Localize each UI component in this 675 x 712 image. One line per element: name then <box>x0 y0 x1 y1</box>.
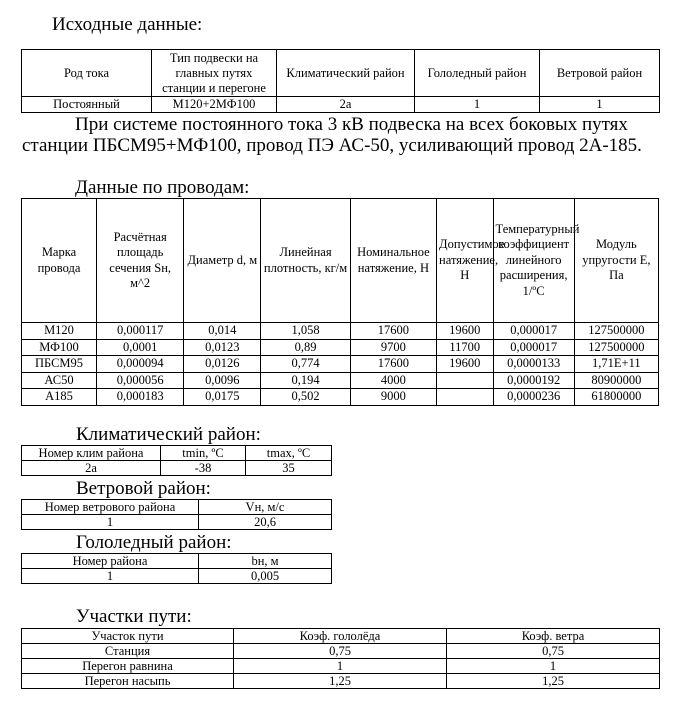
table-cell: 0,75 <box>447 644 660 659</box>
header-cell: Номинальное натяжение, Н <box>350 199 436 323</box>
header-cell: Номер клим района <box>22 446 161 461</box>
table-cell: 1,71E+11 <box>574 356 658 373</box>
wind-table <box>21 499 332 530</box>
table-cell: 0,0175 <box>184 389 261 406</box>
table-cell: 19600 <box>437 356 494 373</box>
table-row <box>22 461 332 476</box>
table-cell: 0,89 <box>261 339 350 356</box>
table-cell: 127500000 <box>574 339 658 356</box>
header-cell: tmin, ºC <box>161 446 246 461</box>
table-cell: 0,000117 <box>97 323 184 340</box>
table-cell: 2а <box>22 461 161 476</box>
header-cell: Диаметр d, м <box>184 199 261 323</box>
table-row <box>22 569 332 584</box>
header-cell: Участок пути <box>22 629 234 644</box>
table-cell: 9000 <box>350 389 436 406</box>
header-cell: bн, м <box>199 554 332 569</box>
table-row <box>22 674 660 689</box>
table-row <box>22 339 659 356</box>
table-header-row <box>22 554 332 569</box>
header-cell: Vн, м/с <box>199 500 332 515</box>
table-cell: 4000 <box>350 372 436 389</box>
table-row <box>22 97 660 113</box>
table-cell: 0,000017 <box>493 339 574 356</box>
table-cell: МФ100 <box>22 339 97 356</box>
table-cell: 1 <box>22 569 199 584</box>
table-cell: АС50 <box>22 372 97 389</box>
table-cell: 1 <box>540 97 660 113</box>
table-cell: 0,0000236 <box>493 389 574 406</box>
table-cell: 1 <box>234 659 447 674</box>
table-header-row <box>22 50 660 97</box>
table-cell: Станция <box>22 644 234 659</box>
table-cell: М120+2МФ100 <box>152 97 277 113</box>
initial-data-table <box>21 49 660 113</box>
table-cell: 1 <box>22 515 199 530</box>
table-cell <box>437 389 494 406</box>
table-cell: 1,25 <box>234 674 447 689</box>
table-cell: 0,000017 <box>493 323 574 340</box>
table-header-row <box>22 446 332 461</box>
table-row <box>22 515 332 530</box>
wires-data-title: Данные по проводам: <box>75 177 250 198</box>
table-cell: 0,0096 <box>184 372 261 389</box>
header-cell: Линейная плотность, кг/м <box>261 199 350 323</box>
header-cell: Марка провода <box>22 199 97 323</box>
header-cell: Коэф. ветра <box>447 629 660 644</box>
header-cell: Гололедный район <box>415 50 540 97</box>
table-cell: 0,000094 <box>97 356 184 373</box>
table-cell: 0,014 <box>184 323 261 340</box>
tracks-title: Участки пути: <box>76 606 192 627</box>
table-cell: Перегон насыпь <box>22 674 234 689</box>
table-cell: 0,0000133 <box>493 356 574 373</box>
paragraph-line-1: При системе постоянного тока 3 кВ подвеска на всех боковых путях <box>75 114 628 135</box>
table-cell <box>437 372 494 389</box>
table-cell: М120 <box>22 323 97 340</box>
table-cell: 61800000 <box>574 389 658 406</box>
table-cell: 20,6 <box>199 515 332 530</box>
wind-title: Ветровой район: <box>76 478 211 499</box>
table-cell: Перегон равнина <box>22 659 234 674</box>
table-cell: 0,194 <box>261 372 350 389</box>
table-cell: А185 <box>22 389 97 406</box>
table-row <box>22 323 659 340</box>
header-cell: Коэф. гололёда <box>234 629 447 644</box>
table-cell: 80900000 <box>574 372 658 389</box>
table-cell: 19600 <box>437 323 494 340</box>
header-cell: Ветровой район <box>540 50 660 97</box>
header-cell: tmax, ºC <box>246 446 332 461</box>
header-cell: Температурный коэффициент линейного расширения, 1/ºС <box>493 199 574 323</box>
paragraph-line-2: станции ПБСМ95+МФ100, провод ПЭ АС-50, усиливающий провод 2А-185. <box>22 135 642 156</box>
ice-title: Гололедный район: <box>76 532 232 553</box>
table-cell: 0,0000192 <box>493 372 574 389</box>
header-cell: Климатический район <box>277 50 415 97</box>
table-cell: 2а <box>277 97 415 113</box>
table-cell: 127500000 <box>574 323 658 340</box>
table-cell: 0,000183 <box>97 389 184 406</box>
tracks-table <box>21 628 660 689</box>
table-cell: Постоянный <box>22 97 152 113</box>
table-header-row <box>22 500 332 515</box>
table-row <box>22 389 659 406</box>
table-cell: 0,0126 <box>184 356 261 373</box>
header-cell: Расчётная площадь сечения Sн, м^2 <box>97 199 184 323</box>
table-row <box>22 372 659 389</box>
table-cell: 17600 <box>350 323 436 340</box>
header-cell: Номер ветрового района <box>22 500 199 515</box>
table-cell: 1,25 <box>447 674 660 689</box>
table-cell: 1,058 <box>261 323 350 340</box>
table-cell: 0,75 <box>234 644 447 659</box>
table-cell: 11700 <box>437 339 494 356</box>
table-cell: 0,000056 <box>97 372 184 389</box>
header-cell: Допустимое натяжение, Н <box>437 199 494 323</box>
climate-table <box>21 445 332 476</box>
wires-table <box>21 198 659 406</box>
table-row <box>22 644 660 659</box>
climate-title: Климатический район: <box>76 424 261 445</box>
table-cell: 1 <box>415 97 540 113</box>
initial-data-title: Исходные данные: <box>52 14 203 35</box>
table-header-row <box>22 199 659 323</box>
table-cell: 0,774 <box>261 356 350 373</box>
header-cell: Номер района <box>22 554 199 569</box>
header-cell: Род тока <box>22 50 152 97</box>
table-cell: 9700 <box>350 339 436 356</box>
ice-table <box>21 553 332 584</box>
table-row <box>22 356 659 373</box>
table-header-row <box>22 629 660 644</box>
table-row <box>22 659 660 674</box>
table-cell: ПБСМ95 <box>22 356 97 373</box>
table-cell: 0,0123 <box>184 339 261 356</box>
table-cell: 35 <box>246 461 332 476</box>
table-cell: 0,502 <box>261 389 350 406</box>
table-cell: 1 <box>447 659 660 674</box>
table-cell: -38 <box>161 461 246 476</box>
header-cell: Модуль упругости Е, Па <box>574 199 658 323</box>
header-cell: Тип подвески на главных путях станции и перегоне <box>152 50 277 97</box>
table-cell: 0,005 <box>199 569 332 584</box>
table-cell: 0,0001 <box>97 339 184 356</box>
table-cell: 17600 <box>350 356 436 373</box>
